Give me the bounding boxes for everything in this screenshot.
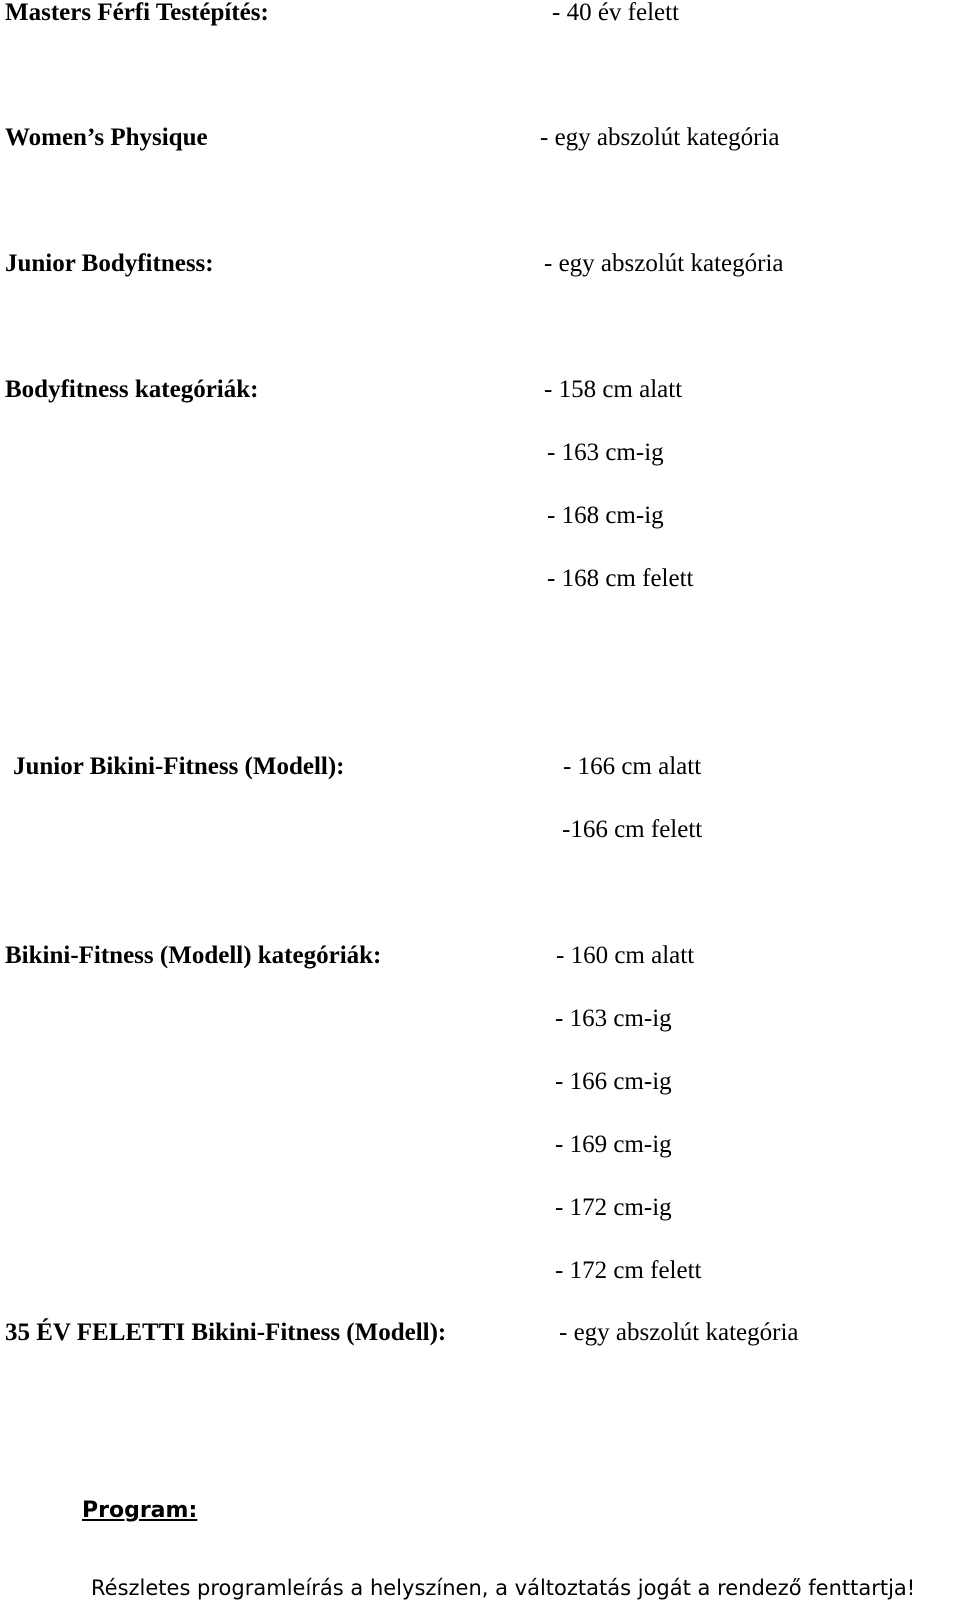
category-value: -166 cm felett [562,816,703,843]
category-label-junior-bikini-fitness: Junior Bikini-Fitness (Modell): [13,753,345,780]
category-label-masters: Masters Férfi Testépítés: [5,0,269,26]
category-value: - 168 cm felett [547,565,694,592]
category-value: - 158 cm alatt [544,376,683,403]
category-value: - 166 cm alatt [563,753,702,780]
category-value: - egy abszolút kategória [540,124,780,151]
program-heading: Program: [82,1498,198,1523]
category-value: - 163 cm-ig [547,439,664,466]
category-label-bodyfitness: Bodyfitness kategóriák: [5,376,259,403]
category-value: - 40 év felett [552,0,680,26]
program-description: Részletes programleírás a helyszínen, a változtatás jogát a rendező fenttartja! [91,1576,916,1600]
category-value: - egy abszolút kategória [559,1319,799,1346]
category-value: - 169 cm-ig [555,1131,672,1158]
category-value: - 160 cm alatt [556,942,695,969]
category-value: - 163 cm-ig [555,1005,672,1032]
category-label-bikini-fitness: Bikini-Fitness (Modell) kategóriák: [5,942,382,969]
category-value: - 166 cm-ig [555,1068,672,1095]
category-value: - 172 cm felett [555,1257,702,1284]
category-label-womens-physique: Women’s Physique [5,124,208,151]
category-value: - 172 cm-ig [555,1194,672,1221]
category-label-junior-bodyfitness: Junior Bodyfitness: [5,250,214,277]
category-value: - 168 cm-ig [547,502,664,529]
category-value: - egy abszolút kategória [544,250,784,277]
category-label-35-plus-bikini-fitness: 35 ÉV FELETTI Bikini-Fitness (Modell): [5,1319,447,1346]
